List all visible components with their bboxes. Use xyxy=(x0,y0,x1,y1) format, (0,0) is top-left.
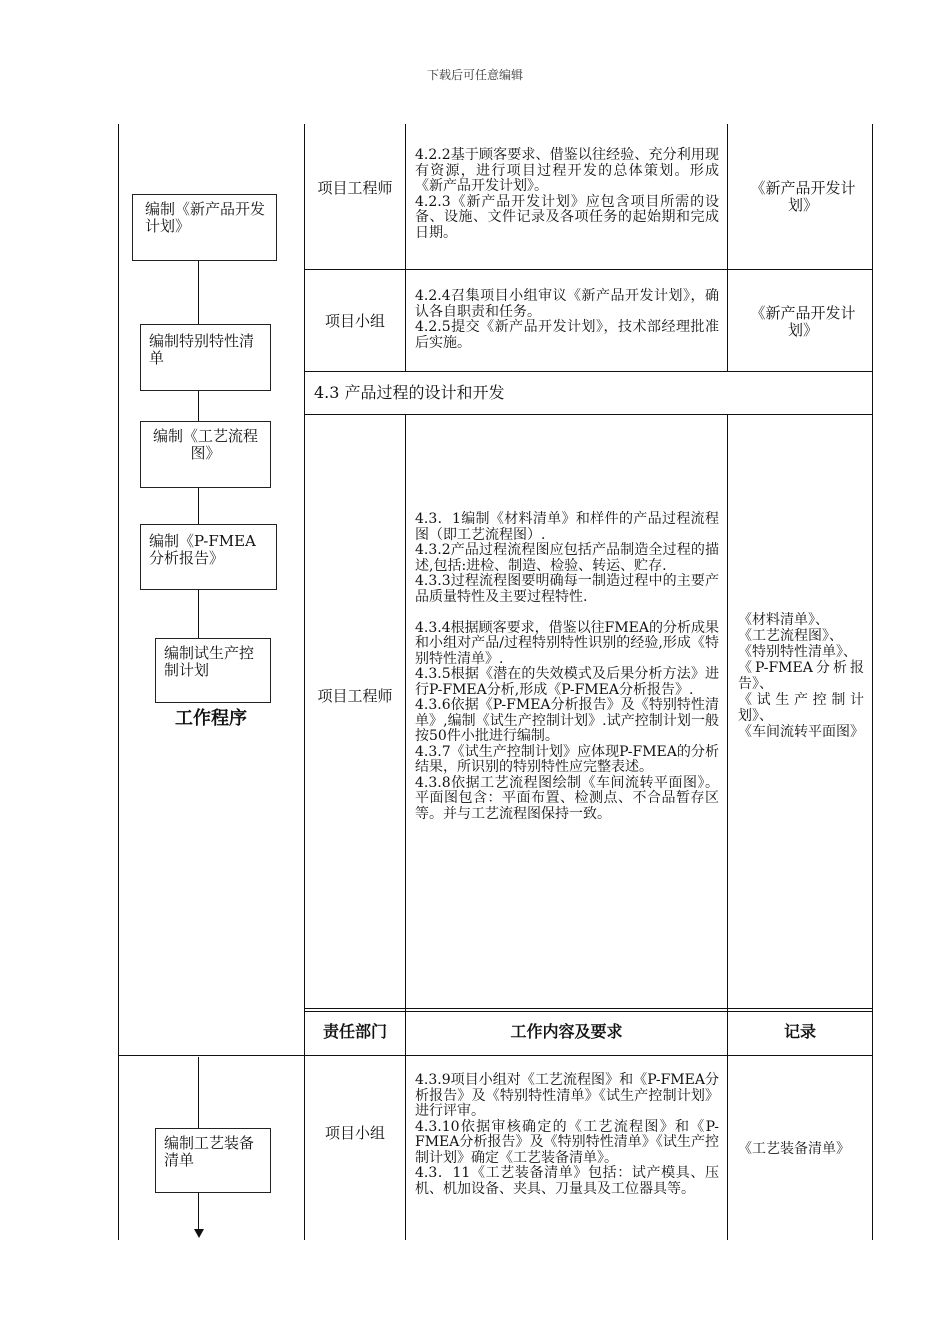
header-content: 工作内容及要求 xyxy=(510,1022,623,1041)
row3-record: 《材料清单》、 《工艺流程图》、 《特别特性清单》、 《P-FMEA分析报告》、 《试生产控制计划》、 《车间流转平面图》 xyxy=(738,612,864,740)
header-record: 记录 xyxy=(783,1022,816,1041)
row2-dept: 项目小组 xyxy=(324,312,385,330)
section-heading: 4.3 产品过程的设计和开发 xyxy=(314,383,505,402)
flow-connector-line xyxy=(198,365,199,655)
row3-dept: 项目工程师 xyxy=(317,687,393,705)
flow-box-process-flow: 编制《工艺流程图》 xyxy=(140,421,271,488)
row4-dept: 项目小组 xyxy=(324,1124,385,1142)
flow-box-pfmea: 编制《P-FMEA分析报告》 xyxy=(140,524,277,590)
page-header-note: 下载后可任意编辑 xyxy=(426,68,523,82)
row2-content: 4.2.4召集项目小组审议《新产品开发计划》，确认各自职责和任务。 4.2.5提交《新产品开发计划》，技术部经理批准后实施。 xyxy=(415,288,719,351)
header-dept: 责任部门 xyxy=(322,1022,387,1041)
row1-record: 《新产品开发计划》 xyxy=(750,179,856,214)
flow-box-dev-plan: 编制《新产品开发计划》 xyxy=(132,194,277,261)
flow-box-trial-control-plan: 编制试生产控制计划 xyxy=(155,638,271,703)
flow-box-special-characteristics: 编制特别特性清单 xyxy=(140,324,271,391)
row1-dept: 项目工程师 xyxy=(317,179,393,197)
row3-content: 4.3．1编制《材料清单》和样件的产品过程流程图（即工艺流程图）. 4.3.2产品过程流程图应包括产品制造全过程的描述,包括:进检、制造、检验、转运、贮存. 4.3.3过程流程图要明确每一制造过程中的主要产品质量特性及主要过程特性. 4.3.4根据顾客要求，借鉴以往FMEA的分析成果和小组对产品/过程特别特性识别的经验,形成《特别特性清单》. 4.3.5根据《潜在的失效模式及后果分析方法》进行P-FMEA分析,形成《P-FMEA分析报告》. 4.3.6依据《P-FMEA分析报告》及《特别特性清单》,编制《试生产控制计划》.试产控制计划一般按50件小批进行编制。 4.3.7《试生产控制计划》应体现P-FMEA的分析结果，所识别的特别特性应完整表述。 4.3.8依据工艺流程图绘制《车间流转平面图》。平面图包含：平面布置、检测点、不合品暂存区等。并与工艺流程图保持一致。 xyxy=(415,511,719,822)
flow-arrow xyxy=(194,1229,204,1238)
row1-content: 4.2.2基于顾客要求、借鉴以往经验、充分利用现有资源，进行项目过程开发的总体策划。形成《新产品开发计划》。 4.2.3《新产品开发计划》应包含项目所需的设备、设施、文件记录及各项任务的起始期和完成日期。 xyxy=(415,147,719,241)
flowchart-caption: 工作程序 xyxy=(175,708,247,729)
flow-box-equipment-list: 编制工艺装备清单 xyxy=(155,1128,271,1193)
row4-record: 《工艺装备清单》 xyxy=(738,1141,850,1157)
row4-content: 4.3.9项目小组对《工艺流程图》和《P-FMEA分析报告》及《特别特性清单》《试生产控制计划》进行评审。 4.3.10依据审核确定的《工艺流程图》和《P-FMEA分析报告》及《特别特性清单》《试生产控制计划》确定《工艺装备清单》。 4.3．11《工艺装备清单》包括：试产模具、压机、机加设备、夹具、刀量具及工位器具等。 xyxy=(415,1072,719,1197)
row2-record: 《新产品开发计划》 xyxy=(750,304,856,339)
